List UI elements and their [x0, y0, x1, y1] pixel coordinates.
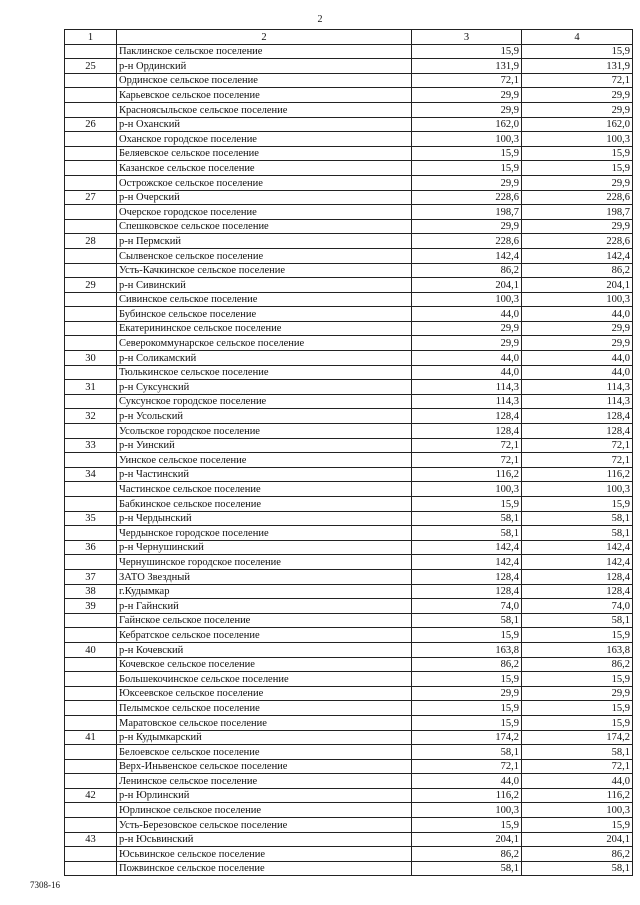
row-number	[65, 672, 117, 687]
table-row	[65, 88, 633, 103]
row-value-col3: 15,9	[412, 161, 522, 176]
row-value-col4: 128,4	[522, 584, 633, 599]
row-name: ЗАТО Звездный	[117, 569, 412, 584]
row-name: Усольское городское поселение	[117, 424, 412, 439]
table-row	[65, 642, 633, 657]
row-value-col4: 72,1	[522, 759, 633, 774]
row-number	[65, 175, 117, 190]
row-value-col3: 44,0	[412, 365, 522, 380]
row-value-col4: 142,4	[522, 248, 633, 263]
table-row	[65, 599, 633, 614]
row-name: Екатерининское сельское поселение	[117, 321, 412, 336]
row-name: Тюлькинское сельское поселение	[117, 365, 412, 380]
table-row	[65, 788, 633, 803]
row-number	[65, 818, 117, 833]
row-name: Усть-Качкинское сельское поселение	[117, 263, 412, 278]
row-number: 41	[65, 730, 117, 745]
row-value-col3: 15,9	[412, 818, 522, 833]
table-row	[65, 73, 633, 88]
row-number	[65, 336, 117, 351]
table-row	[65, 132, 633, 147]
table-row	[65, 803, 633, 818]
row-number: 33	[65, 438, 117, 453]
row-number	[65, 847, 117, 862]
row-name: Карьевское сельское поселение	[117, 88, 412, 103]
row-value-col3: 15,9	[412, 44, 522, 59]
row-number	[65, 628, 117, 643]
row-number	[65, 219, 117, 234]
table-row	[65, 59, 633, 74]
row-name: Суксунское городское поселение	[117, 394, 412, 409]
row-number: 28	[65, 234, 117, 249]
row-value-col4: 86,2	[522, 657, 633, 672]
table-row	[65, 745, 633, 760]
row-value-col3: 15,9	[412, 701, 522, 716]
row-value-col3: 58,1	[412, 526, 522, 541]
row-number: 36	[65, 540, 117, 555]
row-name: г.Кудымкар	[117, 584, 412, 599]
row-number	[65, 526, 117, 541]
row-number	[65, 759, 117, 774]
table-row	[65, 117, 633, 132]
column-header-1: 1	[65, 30, 117, 45]
row-value-col4: 204,1	[522, 278, 633, 293]
table-row	[65, 161, 633, 176]
row-name: р-н Юсьвинский	[117, 832, 412, 847]
table-row	[65, 321, 633, 336]
row-value-col3: 29,9	[412, 102, 522, 117]
row-value-col4: 15,9	[522, 701, 633, 716]
row-name: Чердынское городское поселение	[117, 526, 412, 541]
row-value-col3: 128,4	[412, 409, 522, 424]
table-row	[65, 861, 633, 876]
row-number: 29	[65, 278, 117, 293]
row-value-col4: 15,9	[522, 146, 633, 161]
table-row	[65, 205, 633, 220]
row-value-col3: 100,3	[412, 482, 522, 497]
table-row	[65, 511, 633, 526]
row-name: Казанское сельское поселение	[117, 161, 412, 176]
row-name: р-н Юрлинский	[117, 788, 412, 803]
row-name: р-н Чердынский	[117, 511, 412, 526]
row-number: 39	[65, 599, 117, 614]
row-value-col3: 74,0	[412, 599, 522, 614]
row-number	[65, 745, 117, 760]
row-name: р-н Кочевский	[117, 642, 412, 657]
row-number	[65, 365, 117, 380]
table-row	[65, 467, 633, 482]
table-row	[65, 730, 633, 745]
row-value-col4: 163,8	[522, 642, 633, 657]
row-name: Частинское сельское поселение	[117, 482, 412, 497]
row-value-col3: 86,2	[412, 263, 522, 278]
row-name: Белоевское сельское поселение	[117, 745, 412, 760]
row-name: Сылвенское сельское поселение	[117, 248, 412, 263]
row-name: Беляевское сельское поселение	[117, 146, 412, 161]
table-row	[65, 44, 633, 59]
row-number	[65, 307, 117, 322]
table-row	[65, 424, 633, 439]
row-number: 31	[65, 380, 117, 395]
column-header-3: 3	[412, 30, 522, 45]
table-row	[65, 555, 633, 570]
table-row	[65, 102, 633, 117]
row-value-col4: 72,1	[522, 73, 633, 88]
row-name: Ординское сельское поселение	[117, 73, 412, 88]
row-value-col4: 142,4	[522, 555, 633, 570]
row-value-col3: 162,0	[412, 117, 522, 132]
row-value-col3: 29,9	[412, 175, 522, 190]
row-name: Сивинское сельское поселение	[117, 292, 412, 307]
row-name: Маратовское сельское поселение	[117, 715, 412, 730]
row-number: 38	[65, 584, 117, 599]
row-value-col3: 116,2	[412, 467, 522, 482]
row-value-col4: 29,9	[522, 321, 633, 336]
row-value-col3: 100,3	[412, 292, 522, 307]
row-name: Паклинское сельское поселение	[117, 44, 412, 59]
row-value-col4: 44,0	[522, 774, 633, 789]
row-value-col3: 29,9	[412, 88, 522, 103]
row-name: р-н Гайнский	[117, 599, 412, 614]
row-value-col4: 15,9	[522, 628, 633, 643]
row-value-col3: 116,2	[412, 788, 522, 803]
row-name: Оханское городское поселение	[117, 132, 412, 147]
table-row	[65, 540, 633, 555]
row-value-col3: 15,9	[412, 628, 522, 643]
row-number	[65, 715, 117, 730]
table-row	[65, 190, 633, 205]
row-number	[65, 292, 117, 307]
row-name: р-н Частинский	[117, 467, 412, 482]
row-value-col3: 100,3	[412, 132, 522, 147]
row-value-col4: 58,1	[522, 745, 633, 760]
table-row	[65, 759, 633, 774]
row-value-col4: 15,9	[522, 44, 633, 59]
table-row	[65, 847, 633, 862]
row-number	[65, 102, 117, 117]
row-value-col3: 44,0	[412, 774, 522, 789]
row-name: Чернушинское городское поселение	[117, 555, 412, 570]
table-row	[65, 336, 633, 351]
table-row	[65, 263, 633, 278]
row-value-col3: 163,8	[412, 642, 522, 657]
row-name: р-н Соликамский	[117, 351, 412, 366]
table-row	[65, 657, 633, 672]
row-name: Бубинское сельское поселение	[117, 307, 412, 322]
row-name: Усть-Березовское сельское поселение	[117, 818, 412, 833]
row-number	[65, 394, 117, 409]
row-value-col4: 228,6	[522, 190, 633, 205]
row-value-col3: 114,3	[412, 394, 522, 409]
table-row	[65, 365, 633, 380]
row-number	[65, 321, 117, 336]
table-row	[65, 497, 633, 512]
row-value-col4: 15,9	[522, 818, 633, 833]
row-value-col3: 228,6	[412, 234, 522, 249]
row-value-col4: 58,1	[522, 511, 633, 526]
row-number	[65, 701, 117, 716]
row-value-col4: 131,9	[522, 59, 633, 74]
row-value-col4: 198,7	[522, 205, 633, 220]
row-name: Спешковское сельское поселение	[117, 219, 412, 234]
table-row	[65, 482, 633, 497]
row-value-col4: 162,0	[522, 117, 633, 132]
column-header-4: 4	[522, 30, 633, 45]
row-value-col4: 74,0	[522, 599, 633, 614]
row-name: р-н Очерский	[117, 190, 412, 205]
row-name: р-н Усольский	[117, 409, 412, 424]
row-value-col3: 142,4	[412, 248, 522, 263]
table-row	[65, 409, 633, 424]
row-number: 30	[65, 351, 117, 366]
row-name: Большекочинское сельское поселение	[117, 672, 412, 687]
table-row	[65, 278, 633, 293]
row-name: Красноясыльское сельское поселение	[117, 102, 412, 117]
row-number	[65, 555, 117, 570]
row-value-col4: 100,3	[522, 482, 633, 497]
row-value-col3: 142,4	[412, 540, 522, 555]
row-value-col3: 44,0	[412, 351, 522, 366]
row-number	[65, 424, 117, 439]
row-value-col3: 228,6	[412, 190, 522, 205]
row-value-col4: 29,9	[522, 102, 633, 117]
row-number	[65, 657, 117, 672]
row-name: Юрлинское сельское поселение	[117, 803, 412, 818]
row-value-col3: 58,1	[412, 511, 522, 526]
allocation-table	[64, 29, 633, 876]
row-number	[65, 88, 117, 103]
row-value-col4: 44,0	[522, 365, 633, 380]
row-name: Северокоммунарское сельское поселение	[117, 336, 412, 351]
table-row	[65, 351, 633, 366]
row-value-col3: 128,4	[412, 569, 522, 584]
row-value-col4: 114,3	[522, 394, 633, 409]
row-value-col3: 114,3	[412, 380, 522, 395]
row-value-col3: 142,4	[412, 555, 522, 570]
row-name: р-н Суксунский	[117, 380, 412, 395]
row-number: 42	[65, 788, 117, 803]
table-header-row	[65, 30, 633, 45]
row-number	[65, 686, 117, 701]
row-value-col4: 100,3	[522, 292, 633, 307]
row-value-col3: 44,0	[412, 307, 522, 322]
row-value-col4: 44,0	[522, 351, 633, 366]
row-value-col3: 29,9	[412, 336, 522, 351]
table-row	[65, 715, 633, 730]
row-value-col3: 100,3	[412, 803, 522, 818]
row-number: 37	[65, 569, 117, 584]
row-value-col3: 204,1	[412, 278, 522, 293]
row-value-col4: 116,2	[522, 788, 633, 803]
row-value-col3: 15,9	[412, 715, 522, 730]
row-number: 26	[65, 117, 117, 132]
row-name: р-н Ординский	[117, 59, 412, 74]
row-name: Пожвинское сельское поселение	[117, 861, 412, 876]
row-value-col3: 174,2	[412, 730, 522, 745]
row-value-col3: 72,1	[412, 73, 522, 88]
row-value-col4: 58,1	[522, 526, 633, 541]
row-value-col4: 58,1	[522, 613, 633, 628]
row-name: р-н Кудымкарский	[117, 730, 412, 745]
row-value-col3: 29,9	[412, 321, 522, 336]
row-value-col4: 100,3	[522, 803, 633, 818]
row-value-col4: 29,9	[522, 336, 633, 351]
row-value-col4: 72,1	[522, 453, 633, 468]
footer-code: 7308-16	[30, 880, 60, 890]
row-value-col3: 58,1	[412, 745, 522, 760]
row-number: 35	[65, 511, 117, 526]
row-value-col3: 131,9	[412, 59, 522, 74]
table-row	[65, 219, 633, 234]
table-row	[65, 672, 633, 687]
row-number	[65, 613, 117, 628]
row-value-col4: 128,4	[522, 569, 633, 584]
row-value-col4: 44,0	[522, 307, 633, 322]
row-value-col4: 86,2	[522, 847, 633, 862]
row-value-col3: 86,2	[412, 847, 522, 862]
row-value-col4: 228,6	[522, 234, 633, 249]
row-value-col3: 15,9	[412, 497, 522, 512]
row-value-col4: 15,9	[522, 497, 633, 512]
table-row	[65, 526, 633, 541]
row-value-col4: 15,9	[522, 161, 633, 176]
table-row	[65, 686, 633, 701]
table-row	[65, 628, 633, 643]
row-name: Юсьвинское сельское поселение	[117, 847, 412, 862]
row-name: Кебратское сельское поселение	[117, 628, 412, 643]
row-value-col3: 58,1	[412, 613, 522, 628]
row-value-col3: 15,9	[412, 146, 522, 161]
row-number: 40	[65, 642, 117, 657]
row-value-col3: 128,4	[412, 584, 522, 599]
row-value-col3: 86,2	[412, 657, 522, 672]
row-value-col4: 72,1	[522, 438, 633, 453]
table-row	[65, 380, 633, 395]
row-name: р-н Сивинский	[117, 278, 412, 293]
table-row	[65, 453, 633, 468]
row-number	[65, 44, 117, 59]
row-number: 25	[65, 59, 117, 74]
row-name: Очерское городское поселение	[117, 205, 412, 220]
row-value-col4: 142,4	[522, 540, 633, 555]
table-row	[65, 569, 633, 584]
row-number	[65, 803, 117, 818]
row-value-col4: 15,9	[522, 672, 633, 687]
table-body	[65, 44, 633, 876]
column-header-2: 2	[117, 30, 412, 45]
row-number	[65, 248, 117, 263]
row-number	[65, 73, 117, 88]
row-name: Пелымское сельское поселение	[117, 701, 412, 716]
row-value-col4: 58,1	[522, 861, 633, 876]
row-number	[65, 263, 117, 278]
row-number	[65, 497, 117, 512]
row-number	[65, 205, 117, 220]
table-row	[65, 701, 633, 716]
table-row	[65, 175, 633, 190]
row-name: Юксеевское сельское поселение	[117, 686, 412, 701]
row-value-col3: 72,1	[412, 759, 522, 774]
table-row	[65, 234, 633, 249]
table-row	[65, 146, 633, 161]
table-row	[65, 774, 633, 789]
row-value-col3: 29,9	[412, 219, 522, 234]
row-value-col4: 86,2	[522, 263, 633, 278]
row-value-col3: 204,1	[412, 832, 522, 847]
row-value-col4: 128,4	[522, 409, 633, 424]
table-row	[65, 818, 633, 833]
row-number	[65, 861, 117, 876]
row-name: Острожское сельское поселение	[117, 175, 412, 190]
row-value-col4: 29,9	[522, 686, 633, 701]
row-name: Бабкинское сельское поселение	[117, 497, 412, 512]
row-name: р-н Чернушинский	[117, 540, 412, 555]
row-name: р-н Уинский	[117, 438, 412, 453]
row-number: 32	[65, 409, 117, 424]
table-row	[65, 248, 633, 263]
row-value-col4: 128,4	[522, 424, 633, 439]
row-value-col4: 29,9	[522, 175, 633, 190]
row-value-col4: 100,3	[522, 132, 633, 147]
row-value-col4: 29,9	[522, 88, 633, 103]
row-value-col4: 204,1	[522, 832, 633, 847]
row-value-col3: 128,4	[412, 424, 522, 439]
row-name: Уинское сельское поселение	[117, 453, 412, 468]
row-name: Кочевское сельское поселение	[117, 657, 412, 672]
row-value-col4: 174,2	[522, 730, 633, 745]
row-name: р-н Пермский	[117, 234, 412, 249]
row-number	[65, 453, 117, 468]
table-row	[65, 832, 633, 847]
table-row	[65, 438, 633, 453]
row-number	[65, 161, 117, 176]
row-name: Гайнское сельское поселение	[117, 613, 412, 628]
row-value-col4: 29,9	[522, 219, 633, 234]
row-number	[65, 146, 117, 161]
row-value-col4: 15,9	[522, 715, 633, 730]
row-value-col3: 72,1	[412, 438, 522, 453]
page-number: 2	[317, 14, 323, 25]
row-number	[65, 774, 117, 789]
row-value-col4: 114,3	[522, 380, 633, 395]
table-row	[65, 394, 633, 409]
row-value-col3: 58,1	[412, 861, 522, 876]
row-number	[65, 482, 117, 497]
row-name: р-н Оханский	[117, 117, 412, 132]
row-value-col4: 116,2	[522, 467, 633, 482]
table-row	[65, 584, 633, 599]
row-name: Верх-Иньвенское сельское поселение	[117, 759, 412, 774]
row-number: 27	[65, 190, 117, 205]
table-row	[65, 613, 633, 628]
row-value-col3: 15,9	[412, 672, 522, 687]
row-name: Ленинское сельское поселение	[117, 774, 412, 789]
table-row	[65, 292, 633, 307]
row-value-col3: 29,9	[412, 686, 522, 701]
row-value-col3: 72,1	[412, 453, 522, 468]
table-row	[65, 307, 633, 322]
row-number: 34	[65, 467, 117, 482]
row-number: 43	[65, 832, 117, 847]
row-value-col3: 198,7	[412, 205, 522, 220]
row-number	[65, 132, 117, 147]
